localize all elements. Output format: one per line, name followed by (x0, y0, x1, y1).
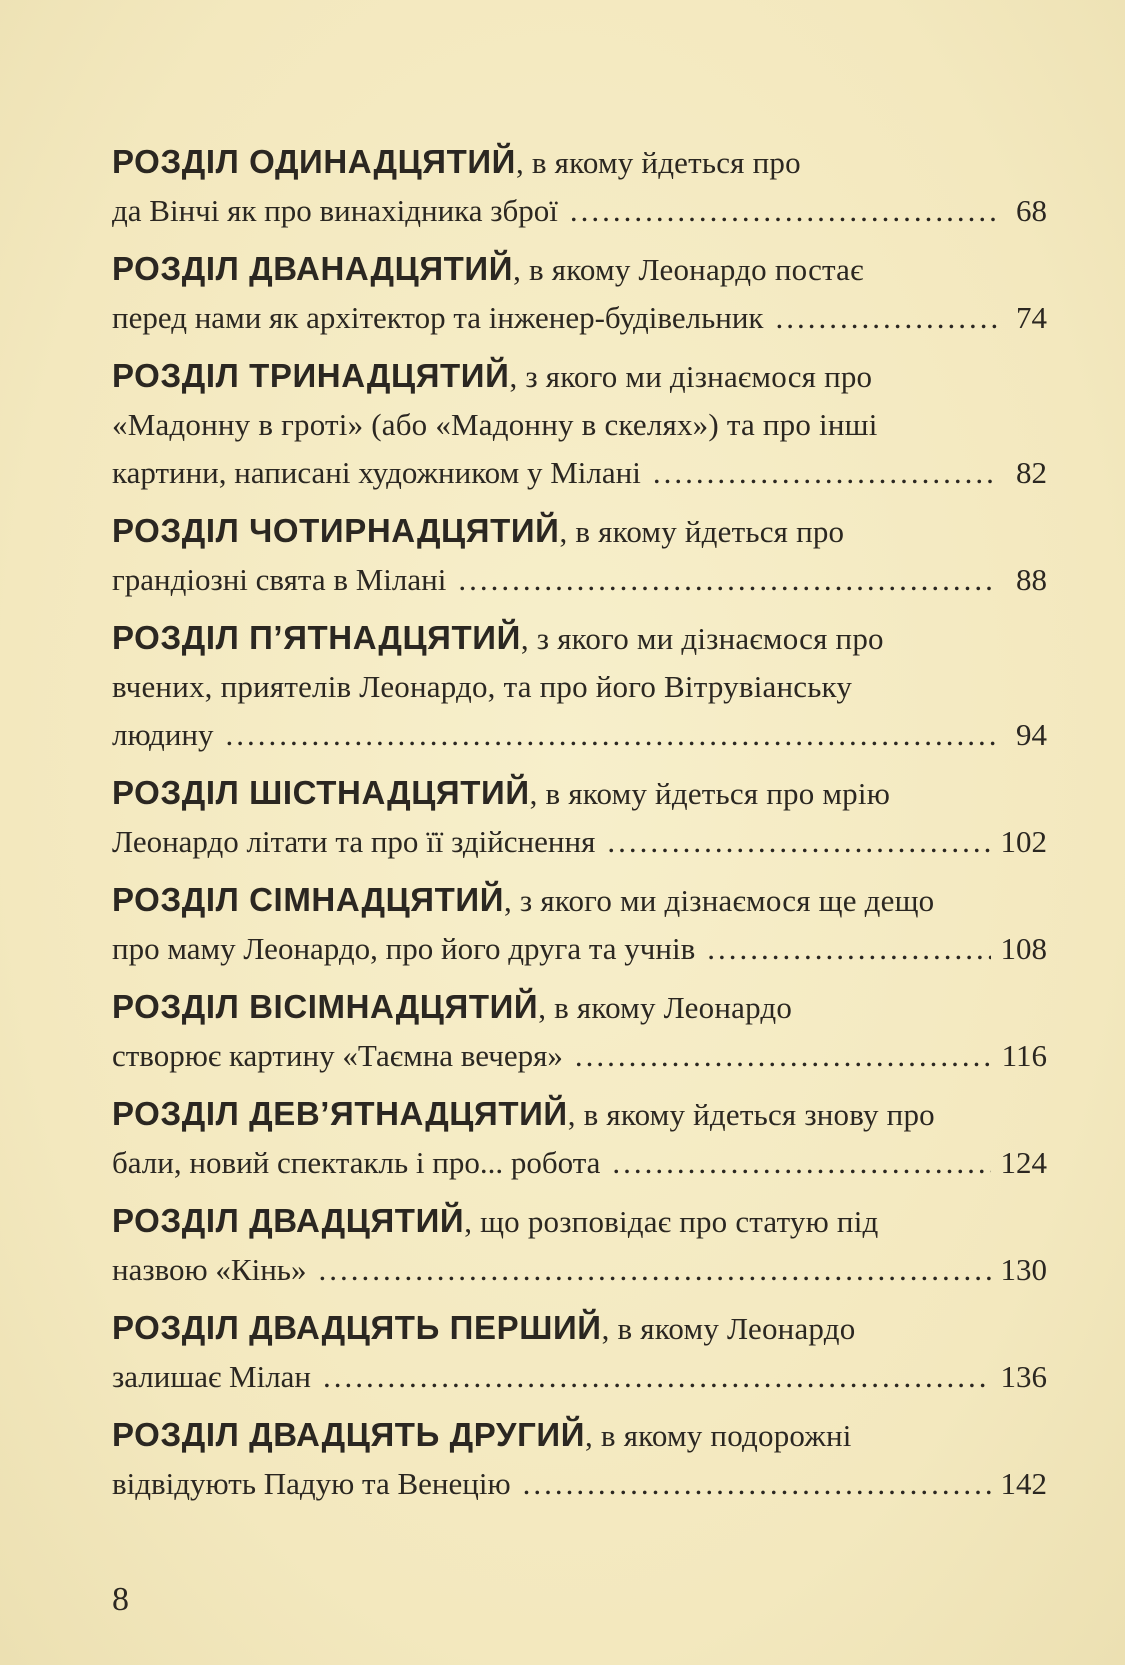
chapter-description-line: картини, написані художником у Мілані (112, 455, 641, 490)
chapter-heading: РОЗДІЛ ДВАДЦЯТЬ ДРУГИЙ (112, 1416, 586, 1453)
toc-entry (112, 1304, 1047, 1401)
toc-entry-first-line (112, 614, 1047, 663)
chapter-heading: РОЗДІЛ ДВАДЦЯТЬ ПЕРШИЙ (112, 1309, 602, 1346)
toc-entry (112, 769, 1047, 866)
toc-entry-last-line (112, 294, 1047, 342)
leader-dots (570, 187, 997, 235)
toc-entry-last-line (112, 711, 1047, 759)
leader-dots (707, 925, 990, 973)
toc-entry-last-line (112, 1460, 1047, 1508)
chapter-heading: РОЗДІЛ ДВАДЦЯТИЙ (112, 1202, 465, 1239)
chapter-description-line: бали, новий спектакль і про... робота (112, 1145, 601, 1180)
leader-dots (775, 294, 997, 342)
toc-entry-last-line (112, 1032, 1047, 1080)
chapter-page-number: 142 (1000, 1466, 1047, 1501)
leader-dots (523, 1460, 991, 1508)
chapter-heading: РОЗДІЛ СІМНАДЦЯТИЙ (112, 881, 505, 918)
chapter-page-number: 130 (1000, 1252, 1047, 1287)
toc-entry-last-line (112, 556, 1047, 604)
chapter-description-line: Леонардо літати та про її здійснення (112, 824, 596, 859)
chapter-page-number: 102 (1000, 824, 1047, 859)
chapter-page-number: 116 (1001, 1038, 1047, 1073)
chapter-heading: РОЗДІЛ ЧОТИРНАДЦЯТИЙ (112, 512, 560, 549)
toc-entry-last-line (112, 1246, 1047, 1294)
toc-entry (112, 245, 1047, 342)
chapter-heading: РОЗДІЛ ТРИНАДЦЯТИЙ (112, 357, 510, 394)
toc-entry-first-line (112, 1304, 1047, 1353)
toc-entry (112, 1090, 1047, 1187)
chapter-description-line: людину (112, 717, 214, 752)
toc-entry-first-line (112, 983, 1047, 1032)
leader-dots (575, 1032, 992, 1080)
chapter-description: , що розповідає про статую під (464, 1204, 879, 1239)
toc-entry (112, 138, 1047, 235)
toc-entry (112, 983, 1047, 1080)
toc-entry-last-line (112, 1353, 1047, 1401)
chapter-description: , в якому Леонардо постає (513, 252, 864, 287)
leader-dots (653, 449, 997, 497)
chapter-description: , в якому подорожні (585, 1418, 852, 1453)
chapter-description: , з якого ми дізнаємося про (520, 621, 884, 656)
chapter-heading: РОЗДІЛ ШІСТНАДЦЯТИЙ (112, 774, 530, 811)
toc-entry-first-line (112, 507, 1047, 556)
toc-entry-last-line (112, 818, 1047, 866)
chapter-description-line: «Мадонну в гроті» (або «Мадонну в скелях») та про інші (112, 407, 878, 442)
toc-entry-last-line (112, 449, 1047, 497)
chapter-page-number: 88 (1016, 562, 1047, 597)
chapter-heading: РОЗДІЛ ДВАНАДЦЯТИЙ (112, 250, 514, 287)
leader-dots (226, 711, 997, 759)
leader-dots (323, 1353, 990, 1401)
toc-entry-first-line (112, 1411, 1047, 1460)
toc-entry-last-line (112, 1139, 1047, 1187)
toc-entry-last-line (112, 925, 1047, 973)
toc-entry-first-line (112, 138, 1047, 187)
chapter-description-line: перед нами як архітектор та інженер-будівельник (112, 300, 764, 335)
chapter-page-number: 108 (1000, 931, 1047, 966)
chapter-description-line: відвідують Падую та Венецію (112, 1466, 511, 1501)
chapter-page-number: 124 (1000, 1145, 1047, 1180)
chapter-description: , в якому йдеться про мрію (529, 776, 891, 811)
chapter-description-line: створює картину «Таємна вечеря» (112, 1038, 563, 1073)
toc-entry (112, 352, 1047, 497)
chapter-page-number: 82 (1016, 455, 1047, 490)
chapter-page-number: 94 (1016, 717, 1047, 752)
page-number-footer: 8 (112, 1581, 129, 1618)
chapter-heading: РОЗДІЛ ДЕВ’ЯТНАДЦЯТИЙ (112, 1095, 568, 1132)
chapter-description-line: залишає Мілан (112, 1359, 312, 1394)
chapter-description-line: грандіозні свята в Мілані (112, 562, 447, 597)
chapter-heading: РОЗДІЛ ОДИНАДЦЯТИЙ (112, 143, 516, 180)
chapter-description: , в якому Леонардо (538, 990, 793, 1025)
toc-entry (112, 614, 1047, 759)
chapter-description: , в якому йдеться знову про (567, 1097, 935, 1132)
chapter-description-line: да Вінчі як про винахідника зброї (112, 193, 558, 228)
toc-entry-first-line (112, 1197, 1047, 1246)
chapter-page-number: 136 (1000, 1359, 1047, 1394)
chapter-description-line: назвою «Кінь» (112, 1252, 307, 1287)
chapter-page-number: 74 (1016, 300, 1047, 335)
toc-entry-first-line (112, 245, 1047, 294)
chapter-description: , в якому Леонардо (601, 1311, 856, 1346)
toc-entry-first-line (112, 876, 1047, 925)
chapter-heading: РОЗДІЛ ВІСІМНАДЦЯТИЙ (112, 988, 539, 1025)
toc-entry (112, 1197, 1047, 1294)
chapter-heading: РОЗДІЛ П’ЯТНАДЦЯТИЙ (112, 619, 521, 656)
chapter-description-line: вчених, приятелів Леонардо, та про його Вітрувіанську (112, 669, 853, 704)
chapter-description: , з якого ми дізнаємося ще дещо (504, 883, 935, 918)
chapter-description: , з якого ми дізнаємося про (509, 359, 873, 394)
chapter-description-line: про маму Леонардо, про його друга та учнів (112, 931, 696, 966)
toc-entry-last-line (112, 187, 1047, 235)
table-of-contents (112, 138, 1047, 1518)
toc-entry-first-line (112, 769, 1047, 818)
toc-entry-first-line (112, 352, 1047, 401)
chapter-description: , в якому йдеться про (516, 145, 801, 180)
toc-entry (112, 876, 1047, 973)
toc-entry-first-line (112, 1090, 1047, 1139)
chapter-description: , в якому йдеться про (559, 514, 845, 549)
chapter-page-number: 68 (1016, 193, 1047, 228)
toc-entry (112, 507, 1047, 604)
leader-dots (607, 818, 990, 866)
leader-dots (458, 556, 997, 604)
leader-dots (318, 1246, 990, 1294)
leader-dots (612, 1139, 990, 1187)
toc-entry (112, 1411, 1047, 1508)
